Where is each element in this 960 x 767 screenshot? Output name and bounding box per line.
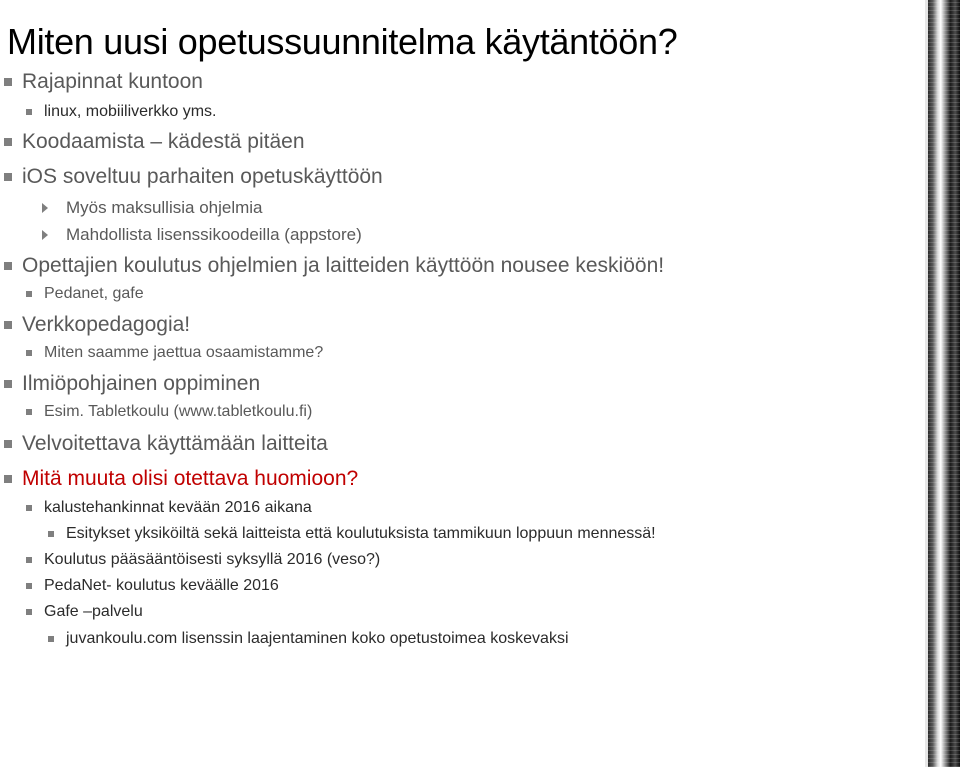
- square-bullet-icon: [4, 475, 12, 483]
- arrow-bullet-icon: [42, 203, 48, 213]
- bullet-text: PedaNet- koulutus keväälle 2016: [44, 577, 279, 594]
- bullet-item: [4, 430, 328, 458]
- square-bullet-icon: [26, 409, 32, 415]
- bullet-item: [4, 68, 203, 96]
- bullet-text: kalustehankinnat kevään 2016 aikana: [44, 499, 312, 516]
- bullet-item: [4, 252, 664, 280]
- square-bullet-icon: [26, 583, 32, 589]
- bullet-item: [4, 311, 190, 339]
- bullet-item: [48, 628, 569, 650]
- bullet-item: [48, 523, 656, 545]
- bullet-text: Miten saamme jaettua osaamistamme?: [44, 344, 324, 361]
- square-bullet-icon: [4, 262, 12, 270]
- bullet-item: [4, 128, 305, 156]
- bullet-text: Velvoitettava käyttämään laitteita: [22, 432, 328, 455]
- square-bullet-icon: [4, 173, 12, 181]
- bullet-text: Ilmiöpohjainen oppiminen: [22, 372, 261, 395]
- slide-title: Miten uusi opetussuunnitelma käytäntöön?: [7, 21, 678, 62]
- square-bullet-icon: [26, 350, 32, 356]
- square-bullet-icon: [4, 321, 12, 329]
- square-bullet-icon: [4, 138, 12, 146]
- square-bullet-icon: [48, 531, 54, 537]
- square-bullet-icon: [4, 380, 12, 388]
- bullet-text: Koodaamista – kädestä pitäen: [22, 130, 305, 153]
- bullet-item: [26, 401, 312, 423]
- square-bullet-icon: [4, 440, 12, 448]
- bullet-item: [26, 283, 144, 305]
- square-bullet-icon: [26, 291, 32, 297]
- square-bullet-icon: [26, 609, 32, 615]
- bullet-text: Koulutus pääsääntöisesti syksyllä 2016 (veso?): [44, 551, 381, 568]
- bullet-item: [42, 223, 362, 247]
- square-bullet-icon: [4, 78, 12, 86]
- bullet-item: [26, 342, 323, 364]
- bullet-text: Pedanet, gafe: [44, 285, 144, 302]
- bullet-text: Mitä muuta olisi otettava huomioon?: [22, 467, 359, 490]
- bullet-text: Myös maksullisia ohjelmia: [66, 198, 263, 217]
- square-bullet-icon: [48, 636, 54, 642]
- bullet-item: [26, 601, 143, 623]
- bullet-item: [26, 575, 279, 597]
- decorative-edge-strip: [928, 0, 960, 767]
- bullet-text: Mahdollista lisenssikoodeilla (appstore): [66, 225, 362, 244]
- bullet-item: [4, 163, 383, 191]
- bullet-text: juvankoulu.com lisenssin laajentaminen koko opetustoimea koskevaksi: [66, 630, 569, 647]
- bullet-text: Verkkopedagogia!: [22, 313, 191, 336]
- bullet-text: Esim. Tabletkoulu (www.tabletkoulu.fi): [44, 403, 313, 420]
- square-bullet-icon: [26, 557, 32, 563]
- bullet-text: Rajapinnat kuntoon: [22, 70, 203, 93]
- bullet-item: [26, 549, 380, 571]
- bullet-text: Gafe –palvelu: [44, 603, 143, 620]
- bullet-item-highlight: [4, 465, 358, 493]
- bullet-text: linux, mobiiliverkko yms.: [44, 103, 217, 120]
- bullet-item: [26, 497, 312, 519]
- bullet-item: [4, 370, 260, 398]
- bullet-text: Esitykset yksiköiltä sekä laitteista että koulutuksista tammikuun loppuun mennessä!: [66, 525, 656, 542]
- square-bullet-icon: [26, 505, 32, 511]
- bullet-item: [26, 101, 216, 123]
- arrow-bullet-icon: [42, 230, 48, 240]
- square-bullet-icon: [26, 109, 32, 115]
- bullet-text: Opettajien koulutus ohjelmien ja laitteiden käyttöön nousee keskiöön!: [22, 254, 665, 277]
- bullet-item: [42, 196, 263, 220]
- bullet-text: iOS soveltuu parhaiten opetuskäyttöön: [22, 165, 383, 188]
